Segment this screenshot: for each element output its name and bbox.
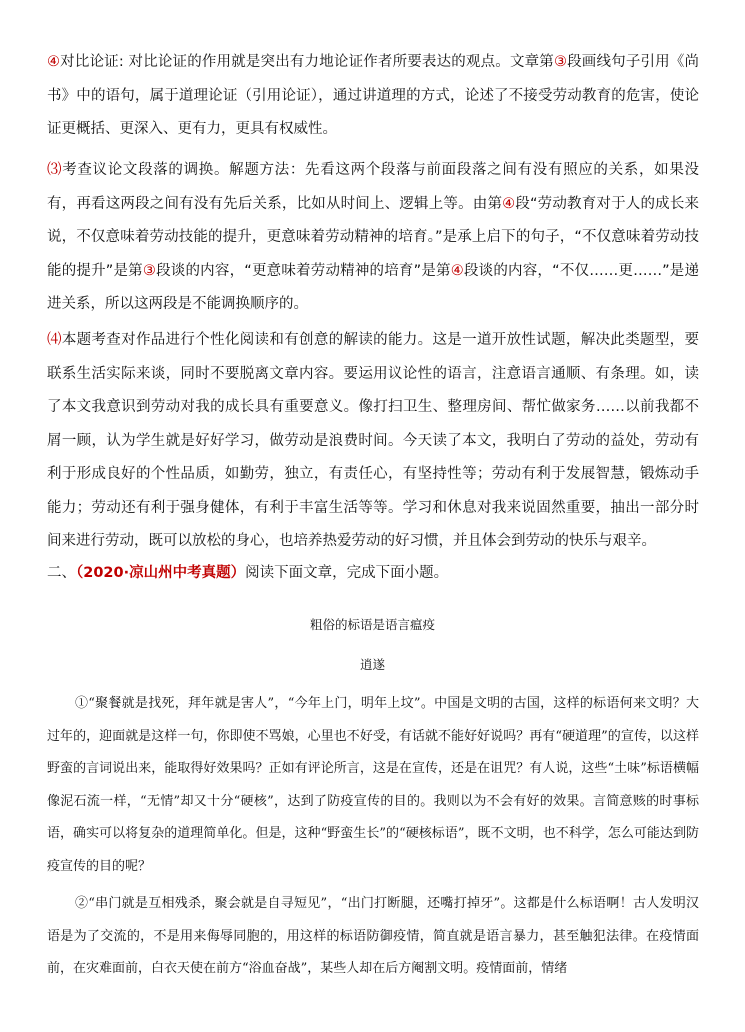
answer-text: 段谈的内容，“不仅……更……”是递进关系，所以这两段是不能调换顺序的。 xyxy=(47,262,700,312)
question-marker: ⑶ xyxy=(47,162,63,178)
paragraph-marker: ④ xyxy=(502,195,516,212)
section-heading xyxy=(47,557,699,591)
paragraph-marker: ③ xyxy=(142,262,157,279)
answer-question-4 xyxy=(47,324,699,559)
essay-title: 粗俗的标语是语言瘟疫 xyxy=(309,617,435,632)
paragraph-text: “聚餐就是找死，拜年就是害人”，“今年上门，明年上坟”。中国是文明的古国，这样的标语何来文明？大过年的，迎面就是这样一句，你即使不骂娘，心里也不好受，有话就不能好好说吗？再有“硬道理”的宣传，以这样野蛮的言词说出来，能取得好效果吗？正如有评论所言，这是在宣传，还是在诅咒？有人说，这些“土味”标语横幅像泥石流一样，“无情”却又十分“硬核”，达到了防疫宣传的目的。我则以为不会有好的效果。言简意赅的时事标语，确实可以将复杂的道理简单化。但是，这种“野蛮生长”的“硬核标语”，既不文明，也不科学，怎么可能达到防疫宣传的目的呢？ xyxy=(47,696,699,874)
item-text-continued: 段画线句子引用《尚书》中的语句，属于道理论证（引用论证），通过讲道理的方式，论述了不接受劳动教育的危害，使论证更概括、更深入、更有力，更具有权威性。 xyxy=(47,54,700,137)
paragraph-marker: ③ xyxy=(553,54,568,70)
answer-text: 段“劳动教育对于人的成长来说，不仅意味着劳动技能的提升，更意味着劳动精神的培育。”是承上启下的句子，“不仅意味着劳动技能的提升”是第 xyxy=(47,195,700,279)
answer-text: 本题考查对作品进行个性化阅读和有创意的解读的能力。这是一道开放性试题，解决此类题型，要联系生活实际来谈，同时不要脱离文章内容。要运用议论性的语言，注意语言通顺、有条理。如，读了本文我意识到劳动对我的成长具有重要意义。像打扫卫生、整理房间、帮忙做家务……以前我都不屑一顾，认为学生就是好好学习，做劳动是浪费时间。今天读了本文，我明白了劳动的益处，劳动有利于形成良好的个性品质，如勤劳，独立，有责任心，有坚持性等；劳动有利于发展智慧，锻炼动手能力；劳动还有利于强身健体，有利于丰富生活等等。学习和休息对我来说固然重要，抽出一部分时间来进行劳动，既可以放松的身心，也培养热爱劳动的好习惯，并且体会到劳动的快乐与艰辛。 xyxy=(47,332,699,549)
essay-author: 逍遂 xyxy=(359,657,385,672)
paragraph-text: “串门就是互相残杀，聚会就是自寻短见”，“出门打断腿，还嘴打掉牙”。这都是什么标语啊！古人发明汉语是为了交流的，不是用来侮辱同胞的，用这样的标语防御疫情，简直就是语言暴力，甚至触犯法律。在疫情面前，在灾难面前，白衣天使在前方“浴血奋战”，某些人却在后方阉割文明。疫情面前，情绪 xyxy=(47,896,699,976)
paragraph-marker: ① xyxy=(75,696,89,711)
answer-text: 考查议论文段落的调换。解题方法：先看这两个段落与前面段落之间有没有照应的关系，如果没有，再看这两段之间有没有先后关系，比如从时间上、逻辑上等。由第 xyxy=(47,162,700,212)
answer-text: 段谈的内容，“更意味着劳动精神的培育”是第 xyxy=(156,262,451,279)
essay-paragraph-1 xyxy=(47,688,699,883)
question-marker: ⑷ xyxy=(47,332,62,348)
paragraph-marker: ② xyxy=(75,896,89,911)
section-instruction: 阅读下面文章，完成下面小题。 xyxy=(245,565,449,581)
paragraph-marker: ④ xyxy=(450,262,464,279)
exam-source: （2020·凉山州中考真题） xyxy=(76,565,246,581)
essay-paragraph-2 xyxy=(47,888,699,986)
answer-item-4 xyxy=(47,46,699,147)
item-text: 对比论证: 对比论证的作用就是突出有力地论证作者所要表达的观点。文章第 xyxy=(60,54,554,70)
section-number: 二、 xyxy=(47,565,76,581)
answer-question-3 xyxy=(47,154,699,322)
item-marker: ④ xyxy=(47,54,61,70)
